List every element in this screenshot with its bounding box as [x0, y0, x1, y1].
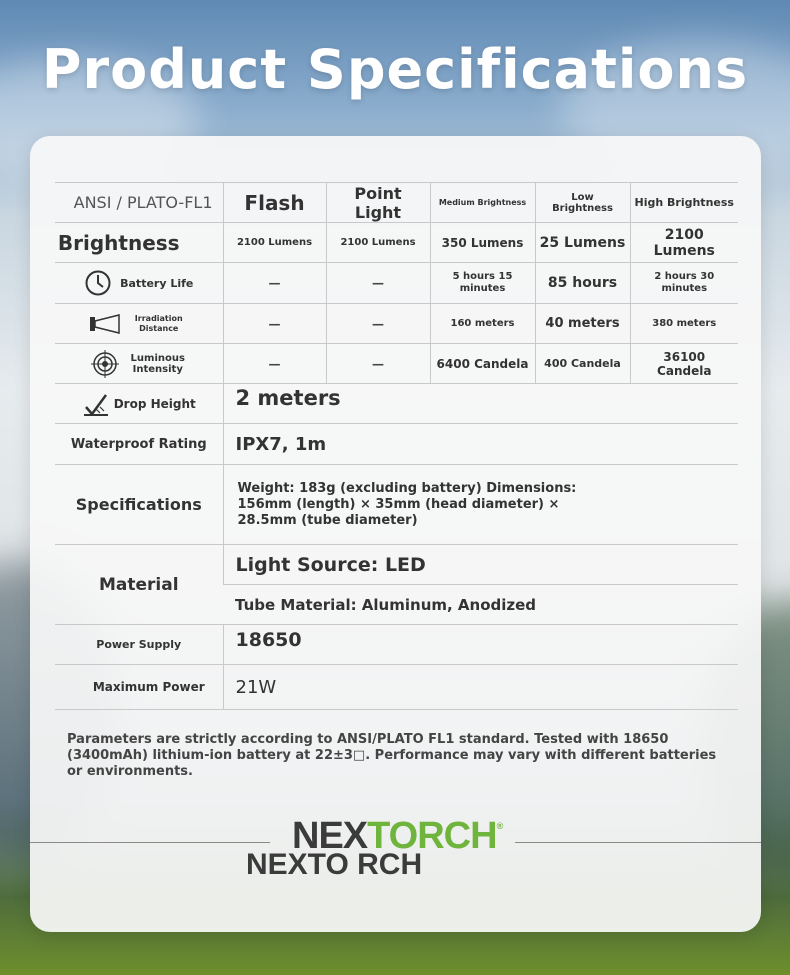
- drop-row: [55, 384, 738, 424]
- irradiation-value: —: [223, 304, 326, 344]
- luminous-row: [55, 344, 738, 384]
- brightness-value: 25 Lumens: [535, 223, 630, 263]
- max-power-value: 21W: [223, 665, 738, 710]
- header-row: [55, 183, 738, 223]
- battery-value: —: [223, 263, 326, 304]
- mode-high: High Brightness: [630, 183, 738, 223]
- drop-label-cell: [55, 384, 223, 424]
- material-label: Material: [55, 545, 223, 625]
- tube-material-value: Tube Material: Aluminum, Anodized: [223, 585, 738, 625]
- mode-medium: Medium Brightness: [430, 183, 535, 223]
- battery-value: 2 hours 30 minutes: [630, 263, 738, 304]
- irradiation-label-cell: [55, 304, 223, 344]
- disclaimer-note: Parameters are strictly according to ANSI/PLATO FL1 standard. Tested with 18650 (3400mAh) lithium-ion battery at 22±3□. Performance may vary with different batteries or environments.: [67, 732, 717, 779]
- brightness-value: 2100 Lumens: [630, 223, 738, 263]
- page-title: Product Specifications: [41, 38, 749, 101]
- specifications-label: Specifications: [55, 465, 223, 545]
- power-supply-value: 18650: [223, 625, 738, 665]
- registered-mark: ®: [496, 821, 503, 831]
- luminous-value: 400 Candela: [535, 344, 630, 384]
- battery-label-cell: [55, 263, 223, 304]
- max-power-row: [55, 665, 738, 710]
- luminous-label-cell: [55, 344, 223, 384]
- light-source-value: Light Source: LED: [223, 545, 738, 585]
- material-row: [55, 545, 738, 585]
- waterproof-row: [55, 424, 738, 465]
- specifications-row: [55, 465, 738, 545]
- battery-label: Battery Life: [120, 276, 194, 290]
- clock-icon: [84, 269, 112, 297]
- battery-value: 5 hours 15 minutes: [430, 263, 535, 304]
- mode-flash: Flash: [223, 183, 326, 223]
- brightness-value: 2100 Lumens: [326, 223, 430, 263]
- drop-label: Drop Height: [113, 396, 196, 411]
- irradiation-value: —: [326, 304, 430, 344]
- irradiation-value: 160 meters: [430, 304, 535, 344]
- logo-part-green: TORCH: [367, 815, 497, 857]
- luminous-label: Luminous Intensity: [130, 352, 185, 375]
- specifications-value: Weight: 183g (excluding battery) Dimensions: 156mm (length) × 35mm (head diameter) × 28.5mm (tube diameter): [223, 465, 738, 545]
- power-supply-label: Power Supply: [55, 625, 223, 665]
- standard-label: ANSI / PLATO-FL1: [55, 183, 223, 223]
- brightness-value: 350 Lumens: [430, 223, 535, 263]
- luminous-value: 36100 Candela: [630, 344, 738, 384]
- battery-row: [55, 263, 738, 304]
- irradiation-value: 380 meters: [630, 304, 738, 344]
- irradiation-label: Irradiation Distance: [134, 313, 183, 333]
- waterproof-value: IPX7, 1m: [223, 424, 738, 465]
- drop-value: 2 meters: [223, 384, 738, 424]
- irradiation-value: 40 meters: [535, 304, 630, 344]
- luminous-value: 6400 Candela: [430, 344, 535, 384]
- beam-icon: [89, 313, 121, 335]
- drop-icon: [82, 391, 110, 417]
- power-supply-row: [55, 625, 738, 665]
- spec-table: [55, 182, 738, 710]
- waterproof-label: Waterproof Rating: [55, 424, 223, 465]
- battery-value: —: [326, 263, 430, 304]
- luminous-value: —: [326, 344, 430, 384]
- luminous-value: —: [223, 344, 326, 384]
- max-power-label: Maximum Power: [55, 665, 223, 710]
- mode-point-light: Point Light: [326, 183, 430, 223]
- brightness-row: [55, 223, 738, 263]
- mode-low: Low Brightness: [535, 183, 630, 223]
- logo-part-dark: NEX: [292, 815, 368, 857]
- target-icon: [90, 349, 120, 379]
- battery-value: 85 hours: [535, 263, 630, 304]
- divider-right: [515, 842, 761, 843]
- brightness-value: 2100 Lumens: [223, 223, 326, 263]
- brightness-label: Brightness: [37, 223, 205, 263]
- irradiation-row: [55, 304, 738, 344]
- brand-name-text: NEXTO RCH: [246, 848, 423, 881]
- divider-left: [30, 842, 270, 843]
